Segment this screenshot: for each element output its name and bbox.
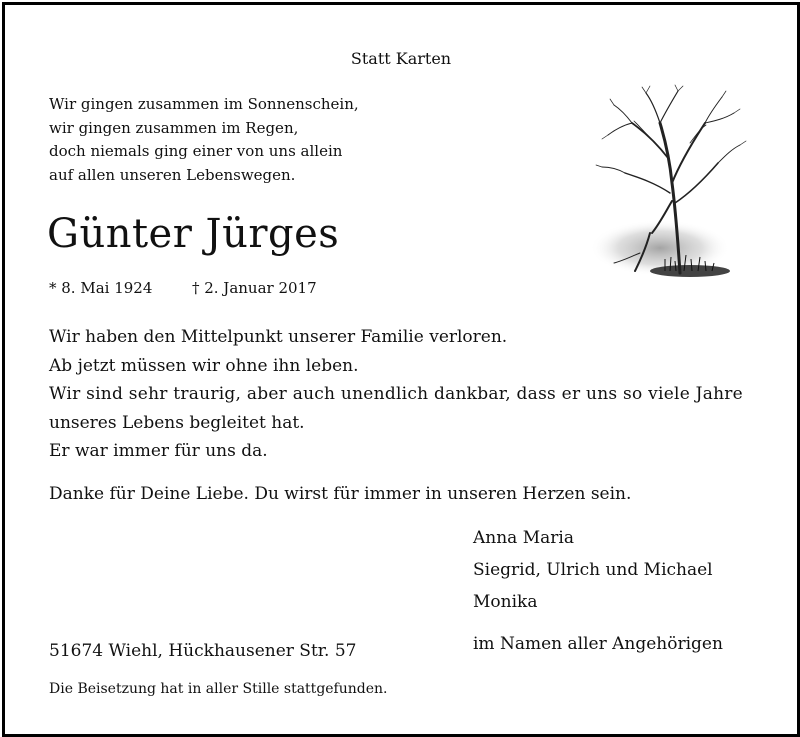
body-line: Er war immer für uns da. xyxy=(49,441,268,461)
body-text xyxy=(49,323,761,466)
body-line: Wir sind sehr traurig, aber auch unendlich dankbar, dass er uns so viele Jahre xyxy=(49,384,743,404)
address: 51674 Wiehl, Hückhausener Str. 57 xyxy=(49,641,357,661)
thanks-line: Danke für Deine Liebe. Du wirst für immer in unseren Herzen sein. xyxy=(49,484,632,504)
life-dates xyxy=(49,279,317,297)
signature-name: Siegrid, Ulrich und Michael xyxy=(473,560,713,580)
poem-line: auf allen unseren Lebenswegen. xyxy=(49,165,296,184)
poem-line: wir gingen zusammen im Regen, xyxy=(49,118,299,137)
burial-note: Die Beisetzung hat in aller Stille stattgefunden. xyxy=(49,681,388,697)
birth-date: * 8. Mai 1924 xyxy=(49,279,153,297)
poem-line: doch niemals ging einer von uns allein xyxy=(49,142,343,160)
body-line: Wir haben den Mittelpunkt unserer Familie verloren. xyxy=(49,327,508,347)
obituary-card xyxy=(2,2,800,737)
poem-line: Wir gingen zusammen im Sonnenschein, xyxy=(49,95,359,113)
body-line: unseres Lebens begleitet hat. xyxy=(49,412,305,433)
signatures xyxy=(473,522,723,660)
signature-name: Monika xyxy=(473,592,538,612)
header-statt-karten: Statt Karten xyxy=(350,49,452,68)
signature-closing: im Namen aller Angehörigen xyxy=(473,634,723,654)
deceased-name: Günter Jürges xyxy=(47,211,340,257)
signature-name: Anna Maria xyxy=(473,528,574,548)
death-date: † 2. Januar 2017 xyxy=(191,279,317,297)
body-line: Ab jetzt müssen wir ohne ihn leben. xyxy=(49,355,359,376)
bare-tree-icon xyxy=(580,83,755,283)
poem xyxy=(49,93,359,187)
